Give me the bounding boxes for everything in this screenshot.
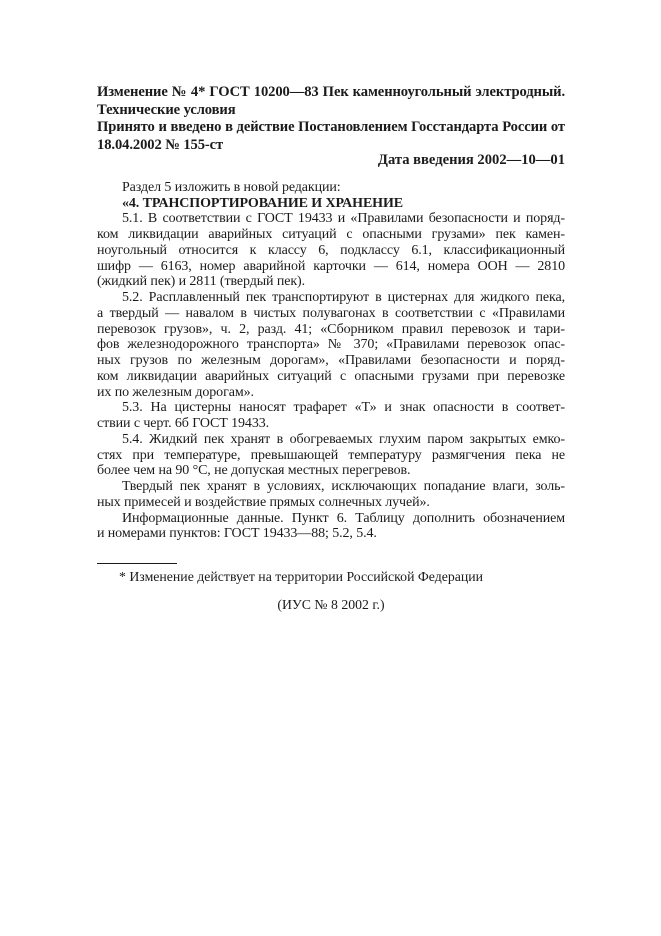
paragraph: [97, 211, 565, 290]
footnote-rule: [97, 563, 177, 564]
text-line: и номерами пунктов: ГОСТ 19433—88; 5.2, 5.4.: [97, 526, 377, 542]
publication-source: (ИУС № 8 2002 г.): [277, 597, 385, 613]
text-line: 5.1. В соответствии с ГОСТ 19433 и «Правилами безопасности и поряд-: [122, 211, 565, 227]
text-line: (жидкий пек) и 2811 (твердый пек).: [97, 274, 306, 290]
text-line: ных грузов по железным дорогам», «Правилами безопасности и поряд-: [97, 353, 565, 369]
text-line: ноугольный относится к классу 6, подклассу 6.1, классификационный: [97, 242, 565, 258]
text-line: ком ликвидации аварийных ситуаций с опасными грузами при перевозке: [97, 368, 565, 384]
text-line: 5.2. Расплавленный пек транспортируют в цистернах для жидкого пека,: [122, 290, 565, 306]
text-line: 18.04.2002 № 155-ст: [97, 136, 224, 153]
effective-date: Дата введения 2002—10—01: [377, 152, 565, 169]
paragraph: [97, 432, 565, 479]
text-line: Технические условия: [97, 101, 236, 118]
text-line: перевозок грузов», ч. 2, разд. 41; «Сборником правил перевозок и тари-: [97, 321, 565, 337]
text-line: Изменение № 4* ГОСТ 10200—83 Пек каменноугольный электродный.: [97, 84, 565, 100]
text-line: ствии с черт. 6б ГОСТ 19433.: [97, 416, 270, 432]
paragraph: [97, 479, 565, 511]
text-line: шифр — 6163, номер аварийной карточки — 614, номера ООН — 2810: [97, 258, 565, 274]
footnote-text: * Изменение действует на территории Российской Федерации: [119, 569, 484, 585]
text-line: «4. ТРАНСПОРТИРОВАНИЕ И ХРАНЕНИЕ: [122, 195, 403, 211]
text-line: более чем на 90 °С, не допуская местных перегревов.: [97, 463, 411, 479]
paragraph: [97, 400, 565, 432]
text-line: Принято и введено в действие Постановлением Госстандарта России от: [97, 119, 565, 136]
adoption-statement: [97, 119, 565, 154]
paragraph: [97, 196, 565, 212]
document-header: [97, 84, 565, 170]
text-line: их по железным дорогам».: [97, 384, 254, 400]
text-line: ком ликвидации аварийных ситуаций с опасными грузами» пек камен-: [97, 227, 565, 243]
text-line: Информационные данные. Пункт 6. Таблицу дополнить обозначением: [122, 510, 565, 526]
text-line: Раздел 5 изложить в новой редакции:: [122, 179, 341, 195]
paragraph: [97, 290, 565, 400]
page-content: [97, 84, 565, 613]
text-line: ных примесей и воздействие прямых солнечных лучей».: [97, 494, 430, 510]
document-body: [97, 180, 565, 542]
document-title: [97, 84, 565, 119]
paragraph: [97, 180, 565, 196]
paragraph: [97, 511, 565, 543]
text-line: 5.3. На цистерны наносят трафарет «Т» и знак опасности в соответ-: [122, 400, 565, 416]
text-line: Твердый пек хранят в условиях, исключающих попадание влаги, золь-: [122, 479, 565, 495]
text-line: стях при температуре, превышающей температуру размягчения пека не: [97, 447, 565, 463]
footnote-section: [97, 563, 565, 613]
text-line: фов железнодорожного транспорта» № 370; «Правилами перевозок опас-: [97, 337, 565, 353]
text-line: а твердый — навалом в чистых полувагонах в соответствии с «Правилами: [97, 305, 565, 321]
text-line: 5.4. Жидкий пек хранят в обогреваемых глухим паром закрытых емко-: [122, 431, 565, 447]
